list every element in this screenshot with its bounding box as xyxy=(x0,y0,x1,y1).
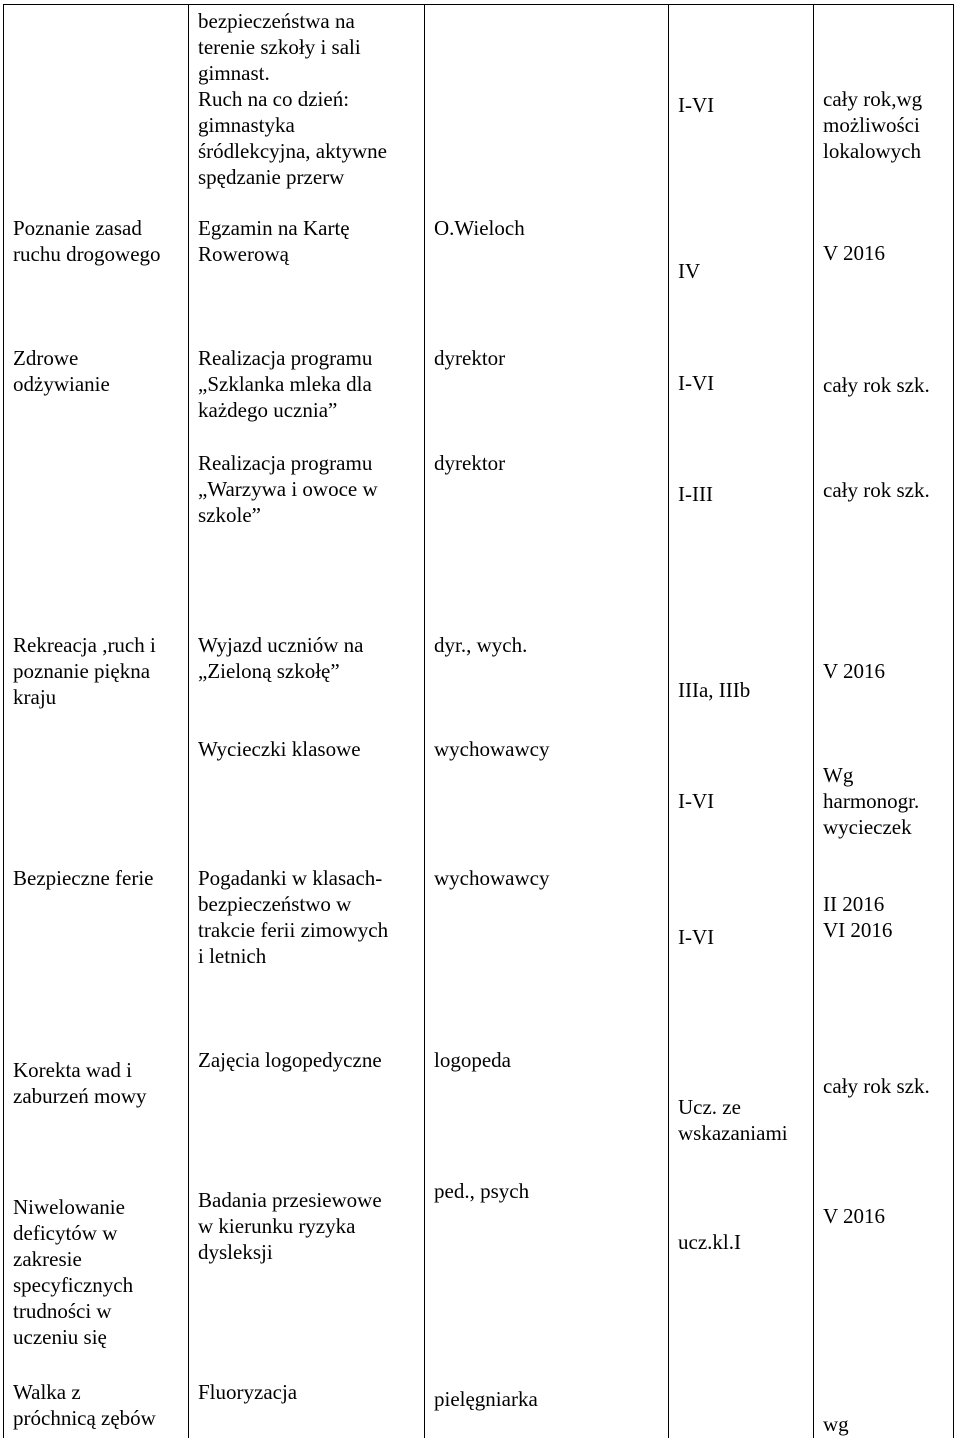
table-cell: I-VI xyxy=(678,925,715,949)
table-cell: V 2016 xyxy=(823,241,886,265)
table-cell: dyr., wych. xyxy=(434,633,528,657)
table-cell: Wyjazd uczniów na „Zieloną szkołę” xyxy=(198,633,364,683)
table-cell: Niwelowanie deficytów w zakresie specyficznych trudności w uczeniu się xyxy=(13,1195,134,1349)
table-cell: bezpieczeństwa na terenie szkoły i sali gimnast. Ruch na co dzień: gimnastyka śródlekcyjna, aktywne spędzanie przerw xyxy=(198,9,387,189)
table-cell: cały rok szk. xyxy=(823,1074,930,1098)
table-cell: ucz.kl.I xyxy=(678,1230,741,1254)
table-cell: V 2016 xyxy=(823,659,886,683)
table-cell: Ucz. ze wskazaniami xyxy=(678,1095,788,1145)
column-divider xyxy=(953,4,954,1438)
table-cell: V 2016 xyxy=(823,1204,886,1228)
table-cell: Pogadanki w klasach- bezpieczeństwo w trakcie ferii zimowych i letnich xyxy=(198,866,389,968)
table-border-top xyxy=(3,4,954,5)
table-cell: Egzamin na Kartę Rowerową xyxy=(198,216,350,266)
column-divider xyxy=(3,4,4,1438)
table-cell: wg xyxy=(823,1412,849,1436)
table-cell: I-VI xyxy=(678,789,715,813)
table-cell: IIIa, IIIb xyxy=(678,678,751,702)
table-cell: Badania przesiewowe w kierunku ryzyka dysleksji xyxy=(198,1188,382,1264)
table-cell: Realizacja programu „Szklanka mleka dla każdego ucznia” xyxy=(198,346,373,422)
table-cell: O.Wieloch xyxy=(434,216,525,240)
table-cell: Bezpieczne ferie xyxy=(13,866,154,890)
table-cell: II 2016 VI 2016 xyxy=(823,892,893,942)
table-cell: cały rok szk. xyxy=(823,373,930,397)
table-cell: Korekta wad i zaburzeń mowy xyxy=(13,1058,147,1108)
column-divider xyxy=(188,4,189,1438)
table-cell: Zajęcia logopedyczne xyxy=(198,1048,382,1072)
table-cell: IV xyxy=(678,259,701,283)
table-cell: wychowawcy xyxy=(434,737,550,761)
table-cell: ped., psych xyxy=(434,1179,530,1203)
table-cell: Zdrowe odżywianie xyxy=(13,346,110,396)
table-cell: cały rok,wg możliwości lokalowych xyxy=(823,87,923,163)
table-cell: Fluoryzacja xyxy=(198,1380,298,1404)
column-divider xyxy=(424,4,425,1438)
column-divider xyxy=(668,4,669,1438)
table-cell: pielęgniarka xyxy=(434,1387,538,1411)
table-cell: Rekreacja ,ruch i poznanie piękna kraju xyxy=(13,633,156,709)
table-cell: I-VI xyxy=(678,371,715,395)
table-cell: Walka z próchnicą zębów xyxy=(13,1380,156,1430)
table-cell: cały rok szk. xyxy=(823,478,930,502)
column-divider xyxy=(813,4,814,1438)
table-cell: Wg harmonogr. wycieczek xyxy=(823,763,920,839)
table-cell: logopeda xyxy=(434,1048,511,1072)
table-cell: Poznanie zasad ruchu drogowego xyxy=(13,216,161,266)
table-cell: I-VI xyxy=(678,93,715,117)
table-cell: dyrektor xyxy=(434,346,506,370)
table-cell: Wycieczki klasowe xyxy=(198,737,361,761)
table-cell: dyrektor xyxy=(434,451,506,475)
table-cell: wychowawcy xyxy=(434,866,550,890)
table-cell: Realizacja programu „Warzywa i owoce w szkole” xyxy=(198,451,378,527)
table-cell: I-III xyxy=(678,482,713,506)
